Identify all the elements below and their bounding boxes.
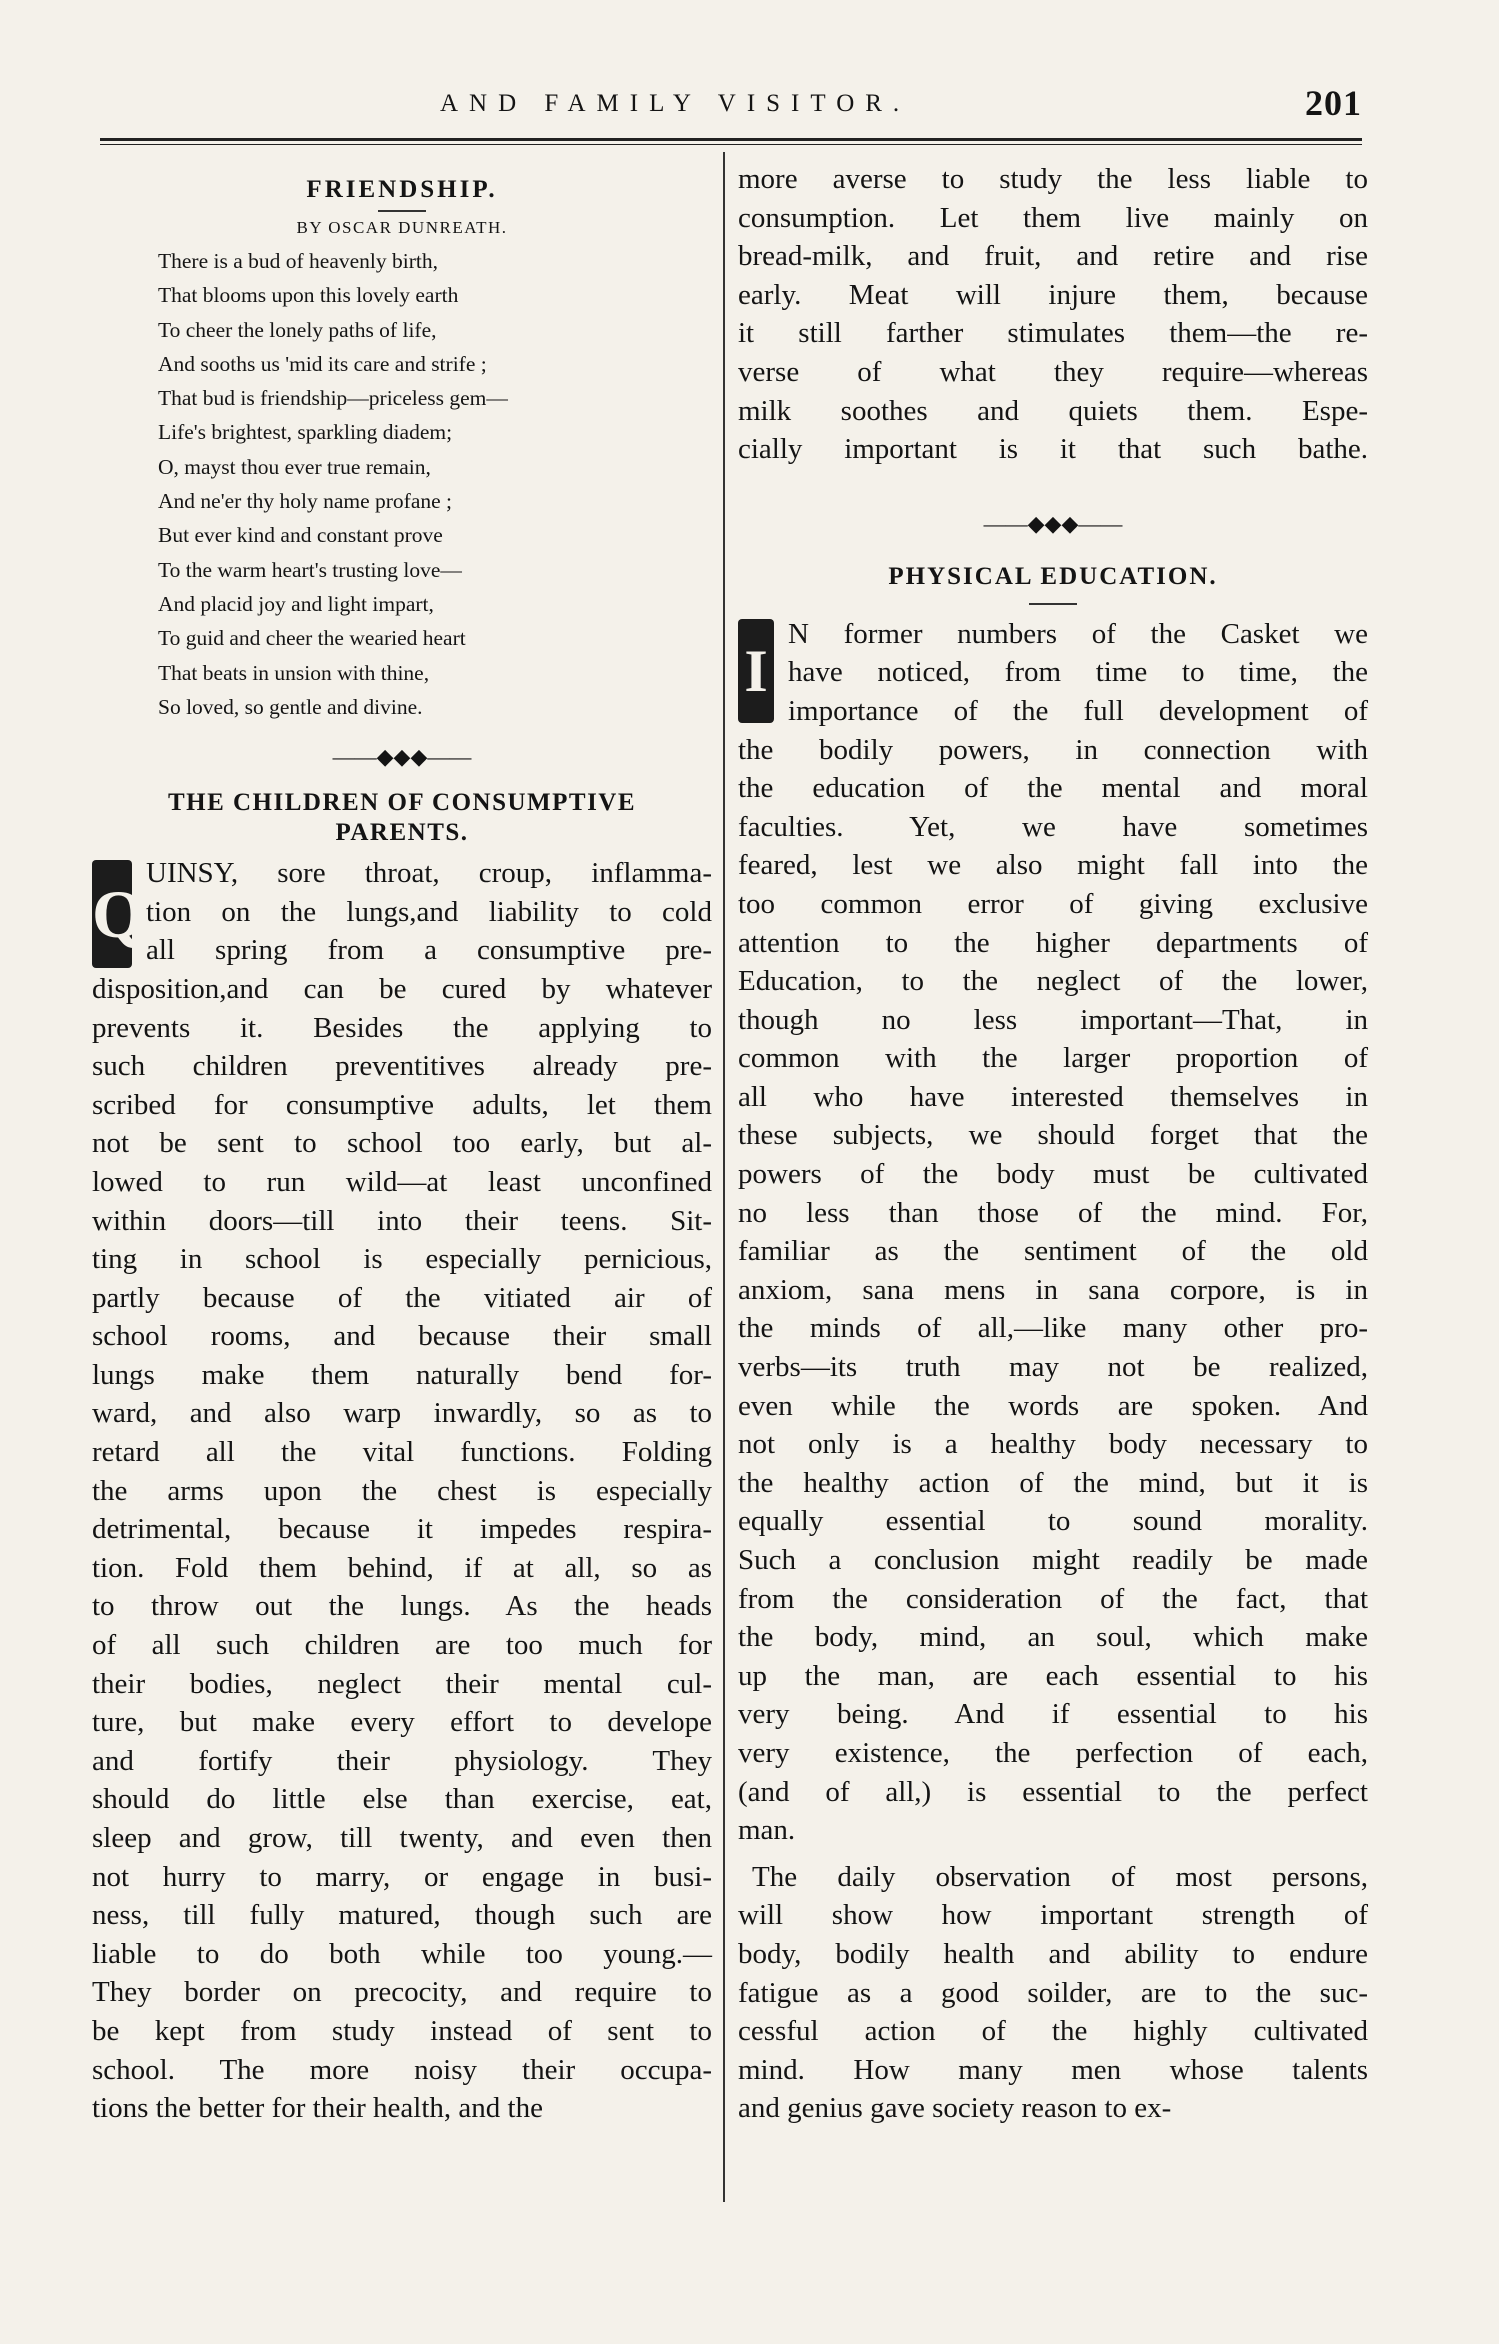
poem-line: Life's brightest, sparkling diadem;: [158, 420, 453, 445]
left-column: [92, 150, 712, 2128]
text-line: of all such children are too much for: [92, 1629, 712, 1662]
text-line: familiar as the sentiment of the old: [738, 1235, 1368, 1268]
text-line: consumption. Let them live mainly on: [738, 201, 1368, 234]
poem-line: And placid joy and light impart,: [158, 591, 434, 616]
text-line: school rooms, and because their small: [92, 1320, 712, 1353]
text-line: the body, mind, an soul, which make: [738, 1621, 1368, 1654]
text-line: the bodily powers, in connection with: [738, 733, 1368, 766]
poem-byline: BY OSCAR DUNREATH.: [296, 218, 508, 237]
text-line: (and of all,) is essential to the perfect: [738, 1775, 1368, 1808]
drop-cap: Q: [92, 860, 132, 968]
text-line: from the consideration of the fact, that: [738, 1582, 1368, 1615]
poem-line: And ne'er thy holy name profane ;: [158, 489, 453, 514]
text-line: ting in school is especially pernicious,: [92, 1243, 712, 1276]
text-line: Such a conclusion might readily be made: [738, 1544, 1368, 1576]
text-line: disposition,and can be cured by whatever: [92, 972, 712, 1005]
text-line: feared, lest we also might fall into the: [738, 849, 1368, 882]
text-line: prevents it. Besides the applying to: [92, 1011, 712, 1044]
text-line: be kept from study instead of sent to: [92, 2014, 712, 2047]
poem-line: That blooms upon this lovely earth: [158, 283, 459, 308]
text-line: anxiom, sana mens in sana corpore, is in: [738, 1273, 1368, 1306]
text-line: cially important is it that such bathe.: [738, 433, 1368, 466]
text-line: too common error of giving exclusive: [738, 887, 1368, 920]
text-line: their bodies, neglect their mental cul-: [92, 1667, 712, 1700]
article-title: [92, 788, 712, 848]
text-line: body, bodily health and ability to endure: [738, 1937, 1368, 1970]
text-line: it still farther stimulates them—the re-: [738, 317, 1368, 350]
running-head: [100, 83, 1362, 126]
text-line: importance of the full development of: [788, 694, 1368, 727]
text-line: the arms upon the chest is especially: [92, 1474, 712, 1507]
section-ornament: ——◆◆◆——: [332, 744, 472, 770]
text-line: mind. How many men whose talents: [738, 2053, 1368, 2086]
text-line: the minds of all,—like many other pro-: [738, 1312, 1368, 1345]
text-line: Education, to the neglect of the lower,: [738, 965, 1368, 998]
drop-cap-right: I: [738, 619, 774, 723]
paragraph-2: [738, 1858, 1368, 2128]
text-line: and genius gave society reason to ex-: [738, 2092, 1172, 2125]
physical-education-title: PHYSICAL EDUCATION.: [888, 562, 1218, 590]
text-line: all who have interested themselves in: [738, 1080, 1368, 1113]
text-line: not be sent to school too early, but al-: [92, 1127, 712, 1160]
text-line: not hurry to marry, or engage in busi-: [92, 1860, 712, 1893]
physical-education-body: [738, 615, 1368, 2128]
running-title: AND FAMILY VISITOR.: [440, 90, 911, 117]
text-line: the education of the mental and moral: [738, 772, 1368, 805]
text-line: early. Meat will injure them, because: [738, 278, 1368, 311]
text-line: fatigue as a good soilder, are to the suc-: [738, 1976, 1368, 2009]
text-line: ture, but make every effort to develope: [92, 1706, 712, 1739]
title-rule: [378, 210, 426, 212]
right-column: [738, 150, 1368, 2128]
text-line: lowed to run wild—at least unconfined: [92, 1165, 712, 1198]
text-line: common with the larger proportion of: [738, 1042, 1368, 1075]
poem-line: O, mayst thou ever true remain,: [158, 454, 431, 479]
text-line: no less than those of the mind. For,: [738, 1196, 1368, 1229]
text-line: attention to the higher departments of: [738, 926, 1368, 959]
text-line: will show how important strength of: [738, 1899, 1368, 1932]
text-line: even while the words are spoken. And: [738, 1389, 1368, 1422]
text-line: the healthy action of the mind, but it is: [738, 1466, 1368, 1499]
column-divider: [723, 152, 725, 2202]
text-line: very existence, the perfection of each,: [738, 1736, 1368, 1769]
text-line: detrimental, because it impedes respira-: [92, 1513, 712, 1546]
text-line: ward, and also warp inwardly, so as to: [92, 1397, 712, 1430]
continued-text: [738, 160, 1368, 469]
poem-line: But ever kind and constant prove: [158, 523, 443, 548]
poem-line: To the warm heart's trusting love—: [158, 557, 462, 582]
text-line: tion. Fold them behind, if at all, so as: [92, 1551, 712, 1584]
text-line: man.: [738, 1814, 796, 1847]
poem-line: To guid and cheer the wearied heart: [158, 626, 466, 651]
text-line: milk soothes and quiets them. Espe-: [738, 394, 1368, 427]
poem-line: So loved, so gentle and divine.: [158, 694, 423, 719]
page-number: 201: [1305, 83, 1362, 123]
text-line: very being. And if essential to his: [738, 1698, 1368, 1731]
text-line: to throw out the lungs. As the heads: [92, 1590, 712, 1623]
text-line: lungs make them naturally bend for-: [92, 1358, 712, 1391]
text-line: equally essential to sound morality.: [738, 1505, 1368, 1538]
paragraph-1: [738, 615, 1368, 1850]
text-line: UINSY, sore throat, croup, inflamma-: [146, 857, 712, 890]
text-line: faculties. Yet, we have sometimes: [738, 810, 1368, 843]
section-ornament-right: ——◆◆◆——: [983, 510, 1123, 536]
text-line: tion on the lungs,and liability to cold: [146, 895, 712, 928]
text-line: cessful action of the highly cultivated: [738, 2015, 1368, 2048]
text-line: verse of what they require—whereas: [738, 355, 1368, 388]
text-line: bread-milk, and fruit, and retire and rise: [738, 240, 1368, 273]
article-text: [92, 854, 712, 2128]
text-line: liable to do both while too young.—: [92, 1937, 712, 1970]
header-rule: [100, 138, 1362, 145]
text-line: such children preventitives already pre-: [92, 1050, 712, 1083]
text-line: powers of the body must be cultivated: [738, 1158, 1368, 1191]
text-line: these subjects, we should forget that the: [738, 1119, 1368, 1152]
text-line: verbs—its truth may not be realized,: [738, 1351, 1368, 1384]
text-line: within doors—till into their teens. Sit-: [92, 1204, 712, 1237]
text-line: should do little else than exercise, eat,: [92, 1783, 712, 1816]
poem-line: And sooths us 'mid its care and strife ;: [158, 351, 487, 376]
poem-body: [158, 244, 712, 724]
title-rule-right: [1029, 603, 1077, 605]
text-line: though no less important—That, in: [738, 1003, 1368, 1036]
poem-line: There is a bud of heavenly birth,: [158, 249, 439, 273]
text-line: and fortify their physiology. They: [92, 1744, 712, 1777]
text-line: The daily observation of most persons,: [752, 1860, 1368, 1893]
text-line: school. The more noisy their occupa-: [92, 2053, 712, 2086]
text-line: have noticed, from time to time, the: [788, 656, 1368, 689]
article-body: [92, 854, 712, 2128]
text-line: more averse to study the less liable to: [738, 163, 1368, 195]
text-line: not only is a healthy body necessary to: [738, 1428, 1368, 1461]
text-line: They border on precocity, and require to: [92, 1976, 712, 2009]
poem-line: That beats in unsion with thine,: [158, 660, 430, 685]
poem-line: That bud is friendship—priceless gem—: [158, 386, 508, 411]
text-line: retard all the vital functions. Folding: [92, 1436, 712, 1469]
text-line: scribed for consumptive adults, let them: [92, 1088, 712, 1121]
article-title-line2: PARENTS.: [335, 819, 469, 847]
poem-title: FRIENDSHIP.: [306, 176, 498, 203]
poem-line: To cheer the lonely paths of life,: [158, 317, 437, 342]
text-line: sleep and grow, till twenty, and even then: [92, 1822, 712, 1854]
text-line: up the man, are each essential to his: [738, 1659, 1368, 1692]
article-title-line1: THE CHILDREN OF CONSUMPTIVE: [167, 789, 637, 817]
text-line: ness, till fully matured, though such are: [92, 1899, 712, 1932]
text-line: all spring from a consumptive pre-: [146, 934, 712, 967]
text-line: tions the better for their health, and the: [92, 2092, 543, 2125]
text-line: partly because of the vitiated air of: [92, 1281, 712, 1314]
text-line: N former numbers of the Casket we: [788, 617, 1368, 650]
